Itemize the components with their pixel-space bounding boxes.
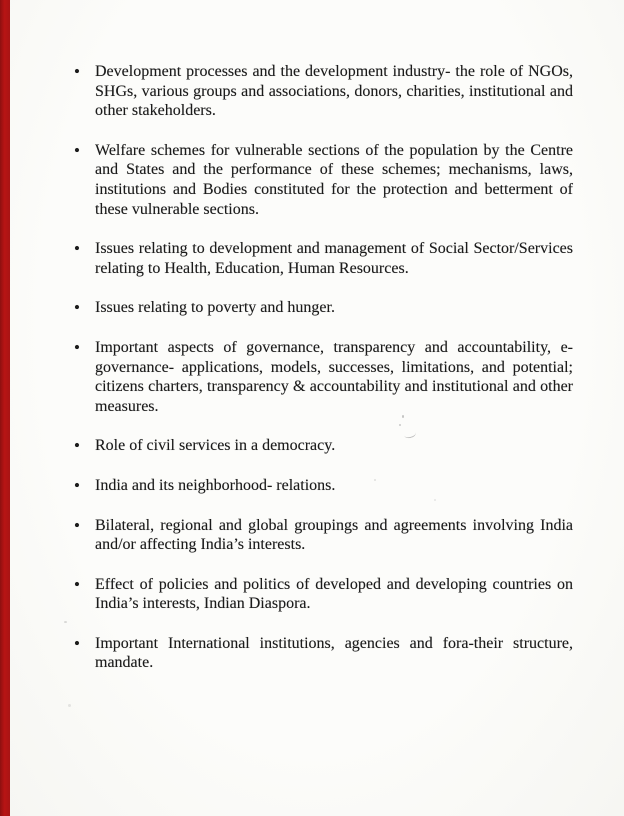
list-item [73, 575, 573, 614]
bullet-text: Development processes and the development industry- the role of NGOs, SHGs, various groups and associations, donors, charities, institutional and other stakeholders. [95, 63, 573, 120]
bullet-icon: • [74, 574, 80, 594]
scan-speck [374, 479, 376, 481]
bullet-icon: • [74, 436, 80, 456]
bullet-text: Important aspects of governance, transparency and accountability, e-governance- applications, models, successes, limitations, and potential; citizens charters, transparency & accountability and institutional and other measures. [95, 338, 573, 415]
bullet-icon: • [74, 337, 80, 357]
bullet-icon: • [74, 515, 80, 535]
pencil-smudge [399, 424, 401, 426]
list-item [73, 298, 573, 318]
bullet-text: Issues relating to development and management of Social Sector/Services relating to Health, Education, Human Resources. [95, 240, 573, 277]
bullet-icon: • [74, 633, 80, 653]
list-item [73, 516, 573, 555]
bullet-list [73, 62, 573, 693]
bullet-text: Bilateral, regional and global groupings and agreements involving India and/or affecting India’s interests. [95, 516, 573, 554]
bullet-icon: • [74, 475, 80, 495]
bullet-text: Role of civil services in a democracy. [95, 437, 336, 455]
list-item [73, 62, 573, 121]
bullet-icon: • [74, 140, 80, 160]
scan-speck [64, 621, 67, 623]
list-item [73, 436, 573, 456]
scan-speck [434, 499, 436, 501]
pencil-smudge [402, 415, 404, 418]
list-item [73, 239, 573, 278]
bullet-icon: • [74, 239, 80, 259]
list-item [73, 476, 573, 496]
list-item [73, 141, 573, 219]
scan-speck [68, 704, 71, 707]
bullet-text: Effect of policies and politics of developed and developing countries on India’s interests, Indian Diaspora. [95, 575, 573, 613]
bullet-text: Important International institutions, agencies and fora-their structure, mandate. [95, 634, 573, 672]
bullet-icon: • [74, 298, 80, 318]
bullet-text: Issues relating to poverty and hunger. [95, 299, 335, 317]
bullet-icon: • [74, 62, 80, 81]
list-item [73, 634, 573, 673]
bullet-text: Welfare schemes for vulnerable sections of the population by the Centre and States and the performance of these schemes; mechanisms, laws, institutions and Bodies constituted for the protection and betterment of these vulnerable sections. [95, 141, 573, 218]
bullet-text: India and its neighborhood- relations. [95, 476, 336, 494]
page-spine-strip [0, 0, 10, 816]
list-item [73, 338, 573, 416]
